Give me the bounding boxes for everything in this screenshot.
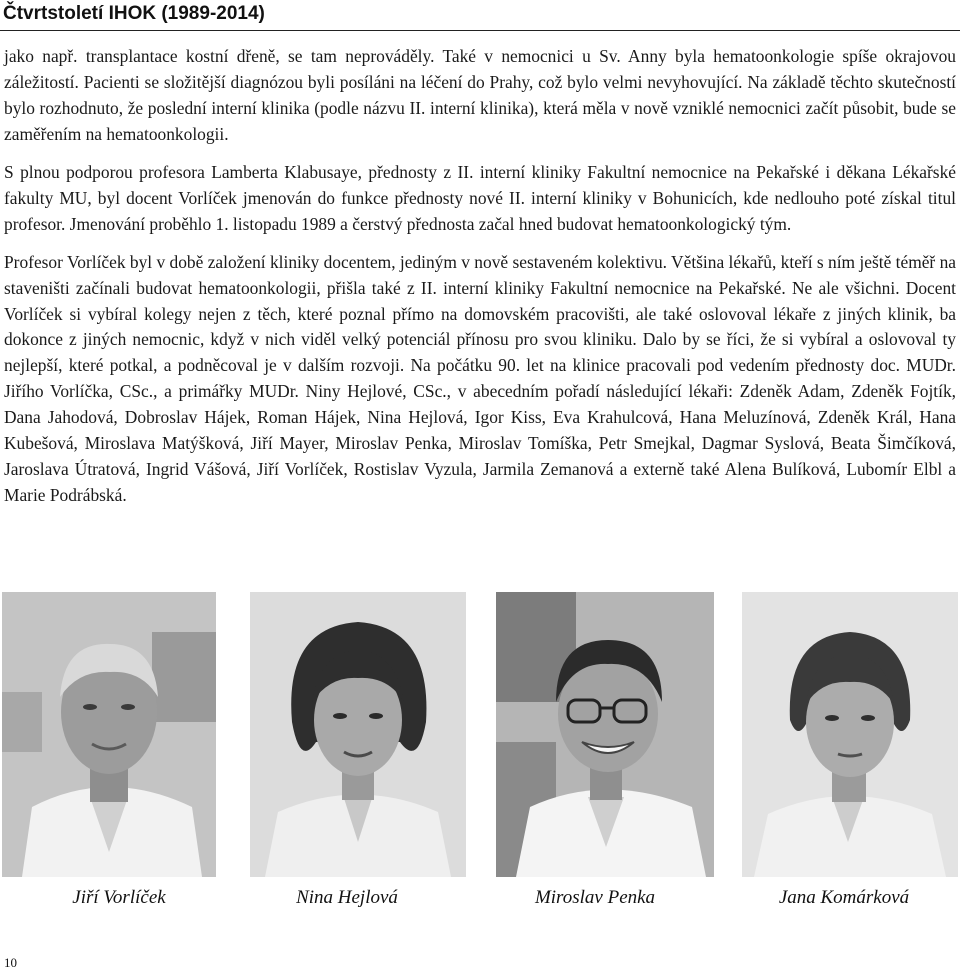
portrait-photo-3 — [496, 592, 714, 877]
running-title: Čtvrtstoletí IHOK (1989-2014) — [3, 3, 265, 24]
paragraph-1: jako např. transplantace kostní dřeně, se tam neprováděly. Také v nemocnici u Sv. Anny byla hematoonkologie spíše okrajovou záležitostí. Pacienti se složitější diagnózou byli posíláni na léčení do Prahy, což bylo velmi nevyhovující. Na základě těchto skutečností bylo rozhodnuto, že poslední interní klinika (podle názvu II. interní klinika), která měla v nově vzniklé nemocnici začít působit, bude se zaměřením na hematoonkologii. — [4, 46, 956, 144]
portrait-caption-2: Nina Hejlová — [296, 887, 398, 908]
paragraph-2: S plnou podporou profesora Lamberta Klabusaye, přednosty z II. interní kliniky Fakultní nemocnice na Pekařské i děkana Lékařské fakulty MU, byl docent Vorlíček jmenován do funkce přednosty nové II. interní kliniky v Bohunicích, kde nedlouho poté získal titul profesor. Jmenování proběhlo 1. listopadu 1989 a čerstvý přednosta začal hned budovat hematoonkologický tým. — [4, 161, 956, 234]
portrait-photo-2 — [250, 592, 466, 877]
portrait-row — [0, 592, 960, 882]
portrait-caption-1: Jiří Vorlíček — [72, 887, 166, 908]
body-text — [4, 44, 956, 521]
portrait-caption-3: Miroslav Penka — [534, 887, 656, 908]
portrait-photo-1 — [2, 592, 216, 877]
portrait-photo-4 — [742, 592, 958, 877]
portrait-caption-4: Jana Komárková — [778, 887, 910, 908]
page-number: 10 — [4, 955, 17, 970]
paragraph-3: Profesor Vorlíček byl v době založení kliniky docentem, jediným v nově sestaveném kolektivu. Většina lékařů, kteří s ním ještě téměř na staveništi začínali budovat hematoonkologii, přišla také z II. interní kliniky Fakultní nemocnice na Pekařské. Ne ale všichni. Docent Vorlíček si vybíral kolegy nejen z těch, které poznal přímo na domovském pracovišti, ale také oslovoval lékaře z jiných klinik, ba dokonce z jiných nemocnic, když v nich viděl velký potenciál přínosu pro svou kliniku. Dalo by se říci, že si vybíral a oslovoval ty nejlepší, které potkal, a podněcoval je v dalším rozvoji. Na počátku 90. let na klinice pracovali pod vedením přednosty doc. MUDr. Jiřího Vorlíčka, CSc., a primářky MUDr. Niny Hejlové, CSc., v abecedním pořadí následující lékaři: Zdeněk Adam, Zdeněk Fojtík, Dana Jahodová, Dobroslav Hájek, Roman Hájek, Nina Hejlová, Igor Kiss, Eva Krahulcová, Hana Meluzínová, Zdeněk Král, Hana Kubešová, Miroslava Matýšková, Jiří Mayer, Miroslav Penka, Miroslav Tomíška, Petr Smejkal, Dagmar Syslová, Beata Šimčíková, Jaroslava Útratová, Ingrid Vášová, Jiří Vorlíček, Rostislav Vyzula, Jarmila Zemanová a externě také Alena Bulíková, Lubomír Elbl a Marie Podrábská. — [4, 251, 956, 505]
header-rule — [0, 30, 960, 31]
